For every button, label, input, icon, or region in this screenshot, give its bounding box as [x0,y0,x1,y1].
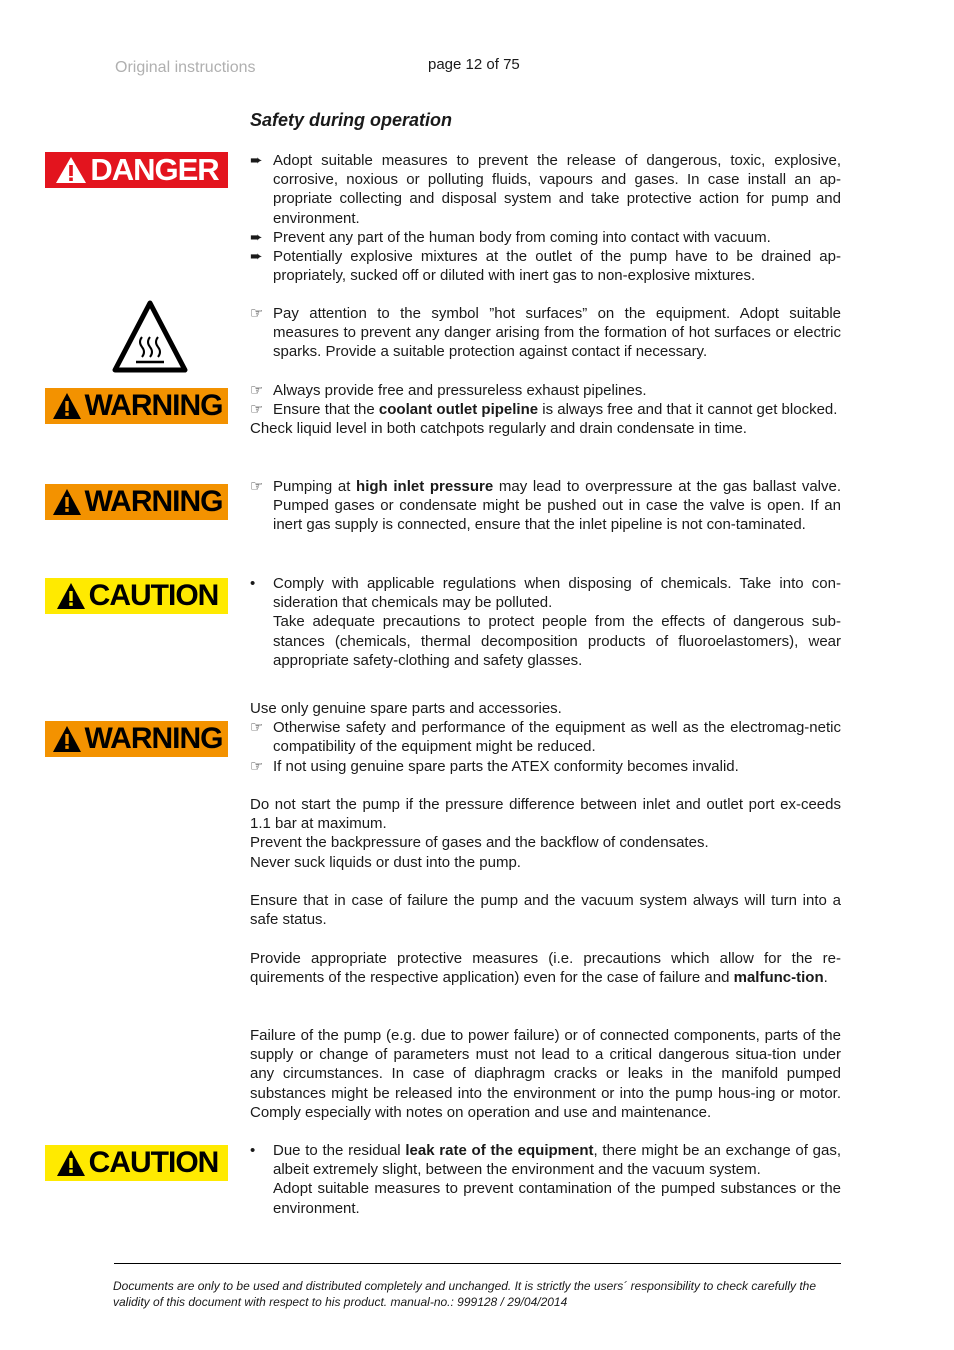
warning-sign-1 [45,388,228,424]
warning-triangle-icon [51,391,83,421]
list-item: ➨ Potentially explosive mixtures at the outlet of the pump have to be drained ap-propriately, sucked off or diluted with inert gas to non-explosive mixtures. [250,248,841,285]
arrow-icon: ➨ [250,248,263,266]
caution-instructions-1 [250,574,841,670]
warning-sign-3 [45,721,228,757]
danger-sign [45,152,228,188]
protective-measures [250,949,841,987]
pointing-hand-icon: ☞ [250,757,264,775]
pointing-hand-icon: ☞ [250,719,264,737]
danger-instructions [250,151,841,285]
caution-instructions-2 [250,1141,841,1218]
list-item: • Comply with applicable regulations when disposing of chemicals. Take into con-sideration that chemicals may be polluted. [250,575,841,612]
list-item: ☞ Pay attention to the symbol ”hot surfaces” on the equipment. Adopt suitable measures to prevent any danger arising from the formation of hot surfaces or electric sparks. Provide a suitable protection against contact if necessary. [250,305,841,361]
warning-triangle-icon [55,581,87,611]
footer-note: Documents are only to be used and distributed completely and unchanged. It is strictly the users´ responsibility to check carefully the validity of this document with respect to his product. manual-no.: 999128 / 29/04/2014 [113,1279,817,1309]
warning-triangle-icon [54,155,88,185]
pointing-hand-icon: ☞ [250,305,264,322]
hot-surface-instructions [250,304,841,362]
arrow-icon: ➨ [250,152,263,169]
caution-sign-label: CAUTION [88,579,219,612]
warning-instructions-3 [250,699,841,776]
list-item: ☞ Otherwise safety and performance of the equipment as well as the electromag-netic compatibility of the equipment might be reduced. [250,719,841,756]
warning-sign-label: WARNING [84,722,223,755]
pointing-hand-icon: ☞ [250,401,264,419]
warning-sign-label: WARNING [84,485,223,518]
section-title: Safety during operation [250,110,453,130]
list-item: ☞ Pumping at high inlet pressure may lead to overpressure at the gas ballast valve. Pumped gases or condensate might be pushed out in case the valve is open. If an inert gas supply is connected, ensure that the inlet pipeline is not con-taminated. [250,478,842,534]
caution-sign-2 [45,1145,228,1181]
warning-instructions-2 [250,477,841,535]
paragraph: Never suck liquids or dust into the pump. [250,853,521,871]
original-instructions-label: Original instructions [115,59,256,76]
hot-surface-icon [112,299,188,375]
caution-sign-1 [45,578,228,614]
paragraph: Provide appropriate protective measures (i.e. precautions which allow for the re-quirements of the respective application) even for the case of failure and malfunc-tion. [250,950,841,987]
warning-instructions-1 [250,381,841,439]
pointing-hand-icon: ☞ [250,382,264,399]
caution-sign-label: CAUTION [88,1146,219,1179]
warning-triangle-icon [55,1148,87,1178]
list-item-continuation: Take adequate precautions to protect people from the effects of dangerous sub-stances (chemicals, thermal decomposition products of fluoroelastomers), wear appropriate safety-clothing and safety glasses. [273,613,841,669]
page-number: page 12 of 75 [428,56,520,73]
paragraph: Do not start the pump if the pressure difference between inlet and outlet port ex-ceeds 1.1 bar at maximum. [250,796,841,833]
bullet-dot: • [250,575,256,592]
arrow-icon: ➨ [250,228,263,246]
pump-start-notes [250,795,841,872]
list-item-continuation: Adopt suitable measures to prevent contamination of the pumped substances or the environment. [273,1180,841,1217]
paragraph: Prevent the backpressure of gases and the backflow of condensates. [250,834,709,852]
warning-sign-2 [45,484,228,520]
warning-sign-label: WARNING [84,389,223,422]
paragraph: Use only genuine spare parts and accessories. [250,700,562,717]
list-item: ☞ If not using genuine spare parts the ATEX conformity becomes invalid. [250,757,739,775]
list-item: • Due to the residual leak rate of the equipment, there might be an exchange of gas, albeit extremely slight, between the environment and the vacuum system. [250,1142,841,1179]
list-item: ☞ Ensure that the coolant outlet pipeline is always free and that it cannot get blocked. [250,401,838,419]
list-item: ➨ Adopt suitable measures to prevent the release of dangerous, toxic, explosive, corrosive, noxious or polluting fluids, vapours and gases. In case install an ap-propriate collecting and disposal system and take protective action for pump and environment. [250,152,841,227]
failure-safe-status [250,891,841,929]
warning-triangle-icon [51,724,83,754]
failure-notes [250,1026,841,1122]
footer-divider [114,1263,841,1264]
bullet-dot: • [250,1142,256,1159]
danger-sign-label: DANGER [90,152,219,187]
paragraph: Check liquid level in both catchpots regularly and drain condensate in time. [250,420,747,438]
list-item: ☞ Always provide free and pressureless exhaust pipelines. [250,382,647,399]
list-item: ➨ Prevent any part of the human body from coming into contact with vacuum. [250,228,771,246]
warning-triangle-icon [51,487,83,517]
paragraph: Ensure that in case of failure the pump and the vacuum system always will turn into a safe status. [250,892,841,929]
pointing-hand-icon: ☞ [250,478,264,495]
paragraph: Failure of the pump (e.g. due to power failure) or of connected components, parts of the supply or change of parameters must not lead to a critical dangerous situa-tion under any circumstances. In case of diaphragm cracks or leaks in the manifold pumped substances might be released into the environment or into the pump hous-ing or motor. Comply especially with notes on operation and use and maintenance. [250,1027,841,1121]
